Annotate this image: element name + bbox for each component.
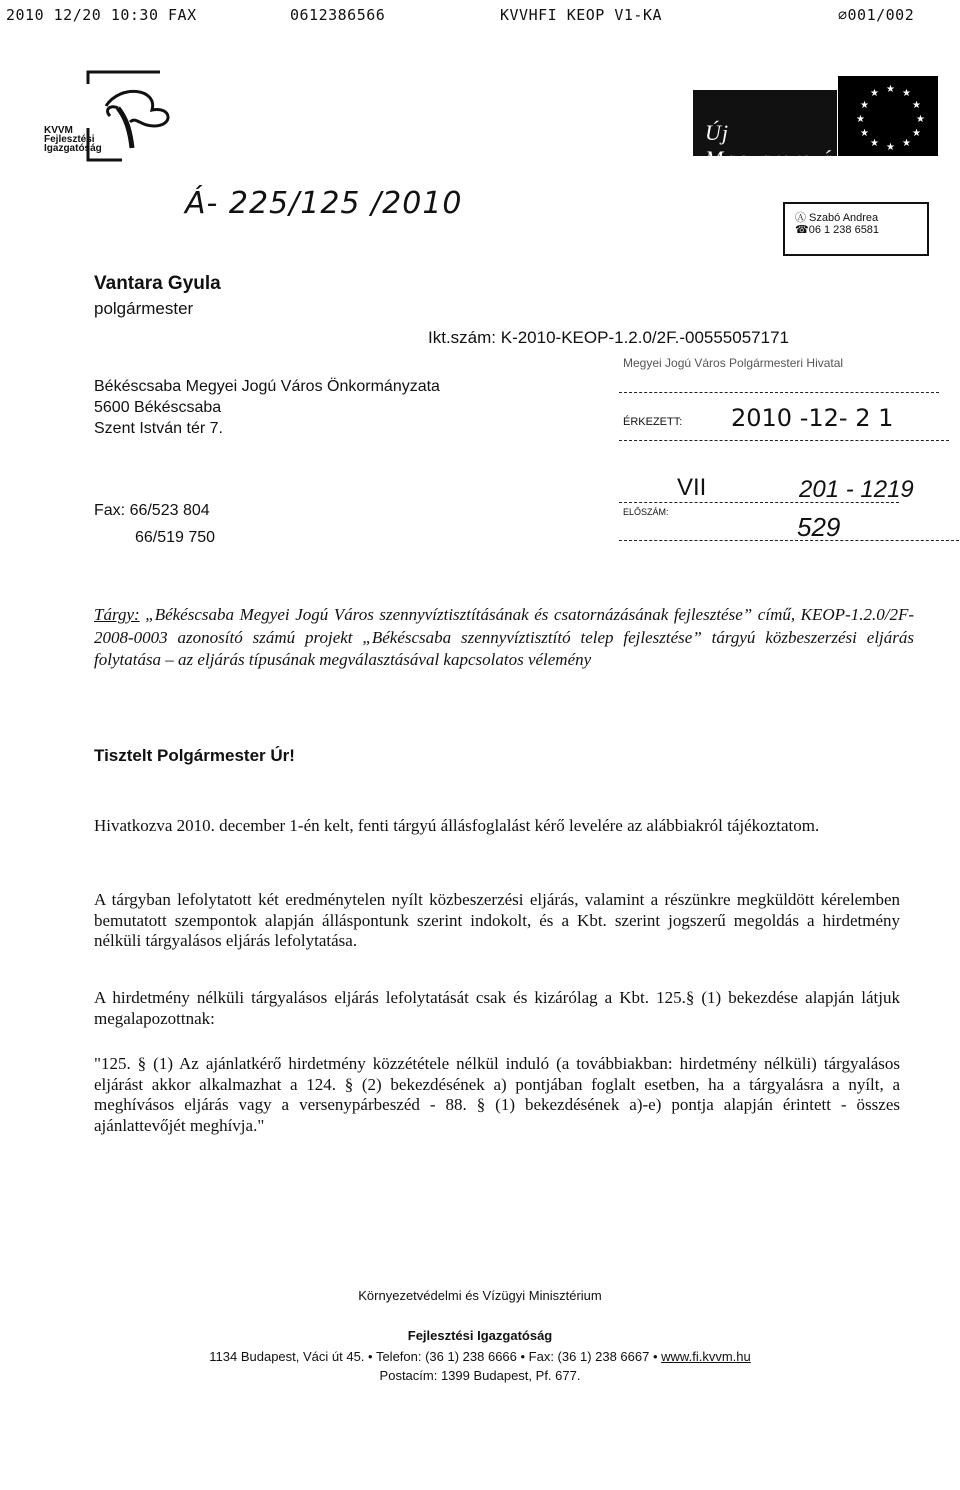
svg-text:★: ★ (902, 138, 911, 149)
body-paragraph-3: A hirdetmény nélküli tárgyalásos eljárás lefolytatását csak és kizárólag a Kbt. 125.§ (1) bekezdése alapján látjuk megalapozottnak: (94, 988, 900, 1028)
handwritten-reference: Á- 225/125 /2010 (185, 186, 463, 221)
eu-flag-icon (838, 76, 938, 156)
stamp-erkezett-date: 2010 -12- 2 1 (731, 404, 894, 432)
registration-number: Ikt.szám: K-2010-KEOP-1.2.0/2F.-00555057171 (428, 328, 789, 347)
banner-text: Új Magyarország (705, 120, 845, 171)
body-paragraph-4: "125. § (1) Az ajánlatkérő hirdetmény közzététele nélkül induló (a továbbiakban: hirdetmény nélküli) tárgyalásos eljárást akkor alkalmazhat a 124. § (2) bekezdésének a) pontjában foglalt esetben, ha a tárgyalásra a nyílt, a meghívásos eljárás vagy a versenypárbeszéd - 88. § (1) bekezdésének a)-e) pontja alapján érintett - összes ajánlattevőjét meghívja." (94, 1054, 900, 1135)
contact-box (783, 202, 929, 256)
stamp-ref: 201 - 1219 (799, 476, 914, 503)
stamp-erkezett-label: ÉRKEZETT: (623, 416, 683, 428)
stamp-dept: VII (677, 474, 707, 501)
svg-text:★: ★ (902, 88, 911, 99)
footer-website-link[interactable]: www.fi.kvvm.hu (661, 1349, 751, 1364)
svg-text:★: ★ (860, 100, 869, 111)
contact-name: Ⓐ Szabó Andrea (795, 212, 879, 224)
fax-header (0, 6, 960, 28)
fax-sender-id: KVVHFI KEOP V1-KA (500, 6, 663, 24)
logo-line-3: Igazgatóság (44, 143, 102, 154)
svg-text:★: ★ (860, 128, 869, 139)
logo-text (44, 126, 102, 153)
stamp-header: Megyei Jogú Város Polgármesteri Hivatal (623, 356, 844, 370)
recipient-name: Vantara Gyula (94, 273, 221, 294)
recipient-org: Békéscsaba Megyei Jogú Város Önkormányzata (94, 378, 440, 395)
svg-text:★: ★ (886, 84, 895, 95)
subject-label: Tárgy: (94, 605, 140, 624)
svg-text:★: ★ (912, 100, 921, 111)
footer-address (0, 1349, 960, 1364)
body-paragraph-1: Hivatkozva 2010. december 1-én kelt, fenti tárgyú állásfoglalást kérő levelére az alábbiakról tájékoztatom. (94, 816, 820, 835)
footer-postal: Postacím: 1399 Budapest, Pf. 677. (379, 1368, 581, 1383)
recipient-city: 5600 Békéscsaba (94, 399, 222, 416)
svg-text:★: ★ (886, 142, 895, 153)
logo-line-2: Fejlesztési (44, 134, 95, 145)
subject-text: „Békéscsaba Megyei Jogú Város szennyvíztisztításának és csatornázásának fejlesztése” című, KEOP-1.2.0/2F-2008-0003 azonosító számú projekt „Békéscsaba szennyvíztisztító telep fejlesztése” tárgyú közbeszerzési eljárás folytatása – az eljárás típusának megválasztásával kapcsolatos vélemény (94, 605, 914, 669)
svg-text:★: ★ (856, 114, 865, 125)
logo-line-1: KVVM (44, 125, 73, 136)
uj-magyarorszag-banner (693, 90, 845, 171)
incoming-stamp (619, 352, 959, 542)
stamp-eloszam-label: ELŐSZÁM: (623, 507, 669, 517)
svg-text:★: ★ (870, 138, 879, 149)
recipient-fax: Fax: 66/523 804 (94, 502, 210, 519)
stamp-eloszam-value: 529 (797, 512, 841, 542)
greeting: Tisztelt Polgármester Úr! (94, 746, 295, 765)
fax-datetime: 2010 12/20 10:30 FAX (6, 6, 197, 24)
svg-text:★: ★ (870, 88, 879, 99)
body-paragraph-2: A tárgyban lefolytatott két eredménytelen nyílt közbeszerzési eljárás, valamint a részünkre megküldött kérelemben bemutatott szempontok alapján álláspontunk szerint indokolt, és a Kbt. szerint jogszerű megoldás a hirdetmény nélküli tárgyalásos eljárás lefolytatása. (94, 890, 900, 950)
footer-ministry: Környezetvédelmi és Vízügyi Minisztérium (358, 1288, 602, 1303)
subject-block (94, 604, 914, 672)
svg-text:★: ★ (912, 128, 921, 139)
fax-page-counter: ∅001/002 (838, 6, 915, 24)
svg-text:★: ★ (916, 114, 925, 125)
footer-address-line: 1134 Budapest, Váci út 45. • Telefon: (36 1) 238 6666 • Fax: (36 1) 238 6667 • (209, 1349, 658, 1364)
footer-directorate: Fejlesztési Igazgatóság (407, 1328, 553, 1343)
recipient-role: polgármester (94, 299, 194, 318)
recipient-fax2: 66/519 750 (135, 529, 216, 546)
recipient-street: Szent István tér 7. (94, 420, 223, 437)
contact-phone: ☎06 1 238 6581 (795, 224, 880, 236)
fax-number: 0612386566 (290, 6, 386, 24)
